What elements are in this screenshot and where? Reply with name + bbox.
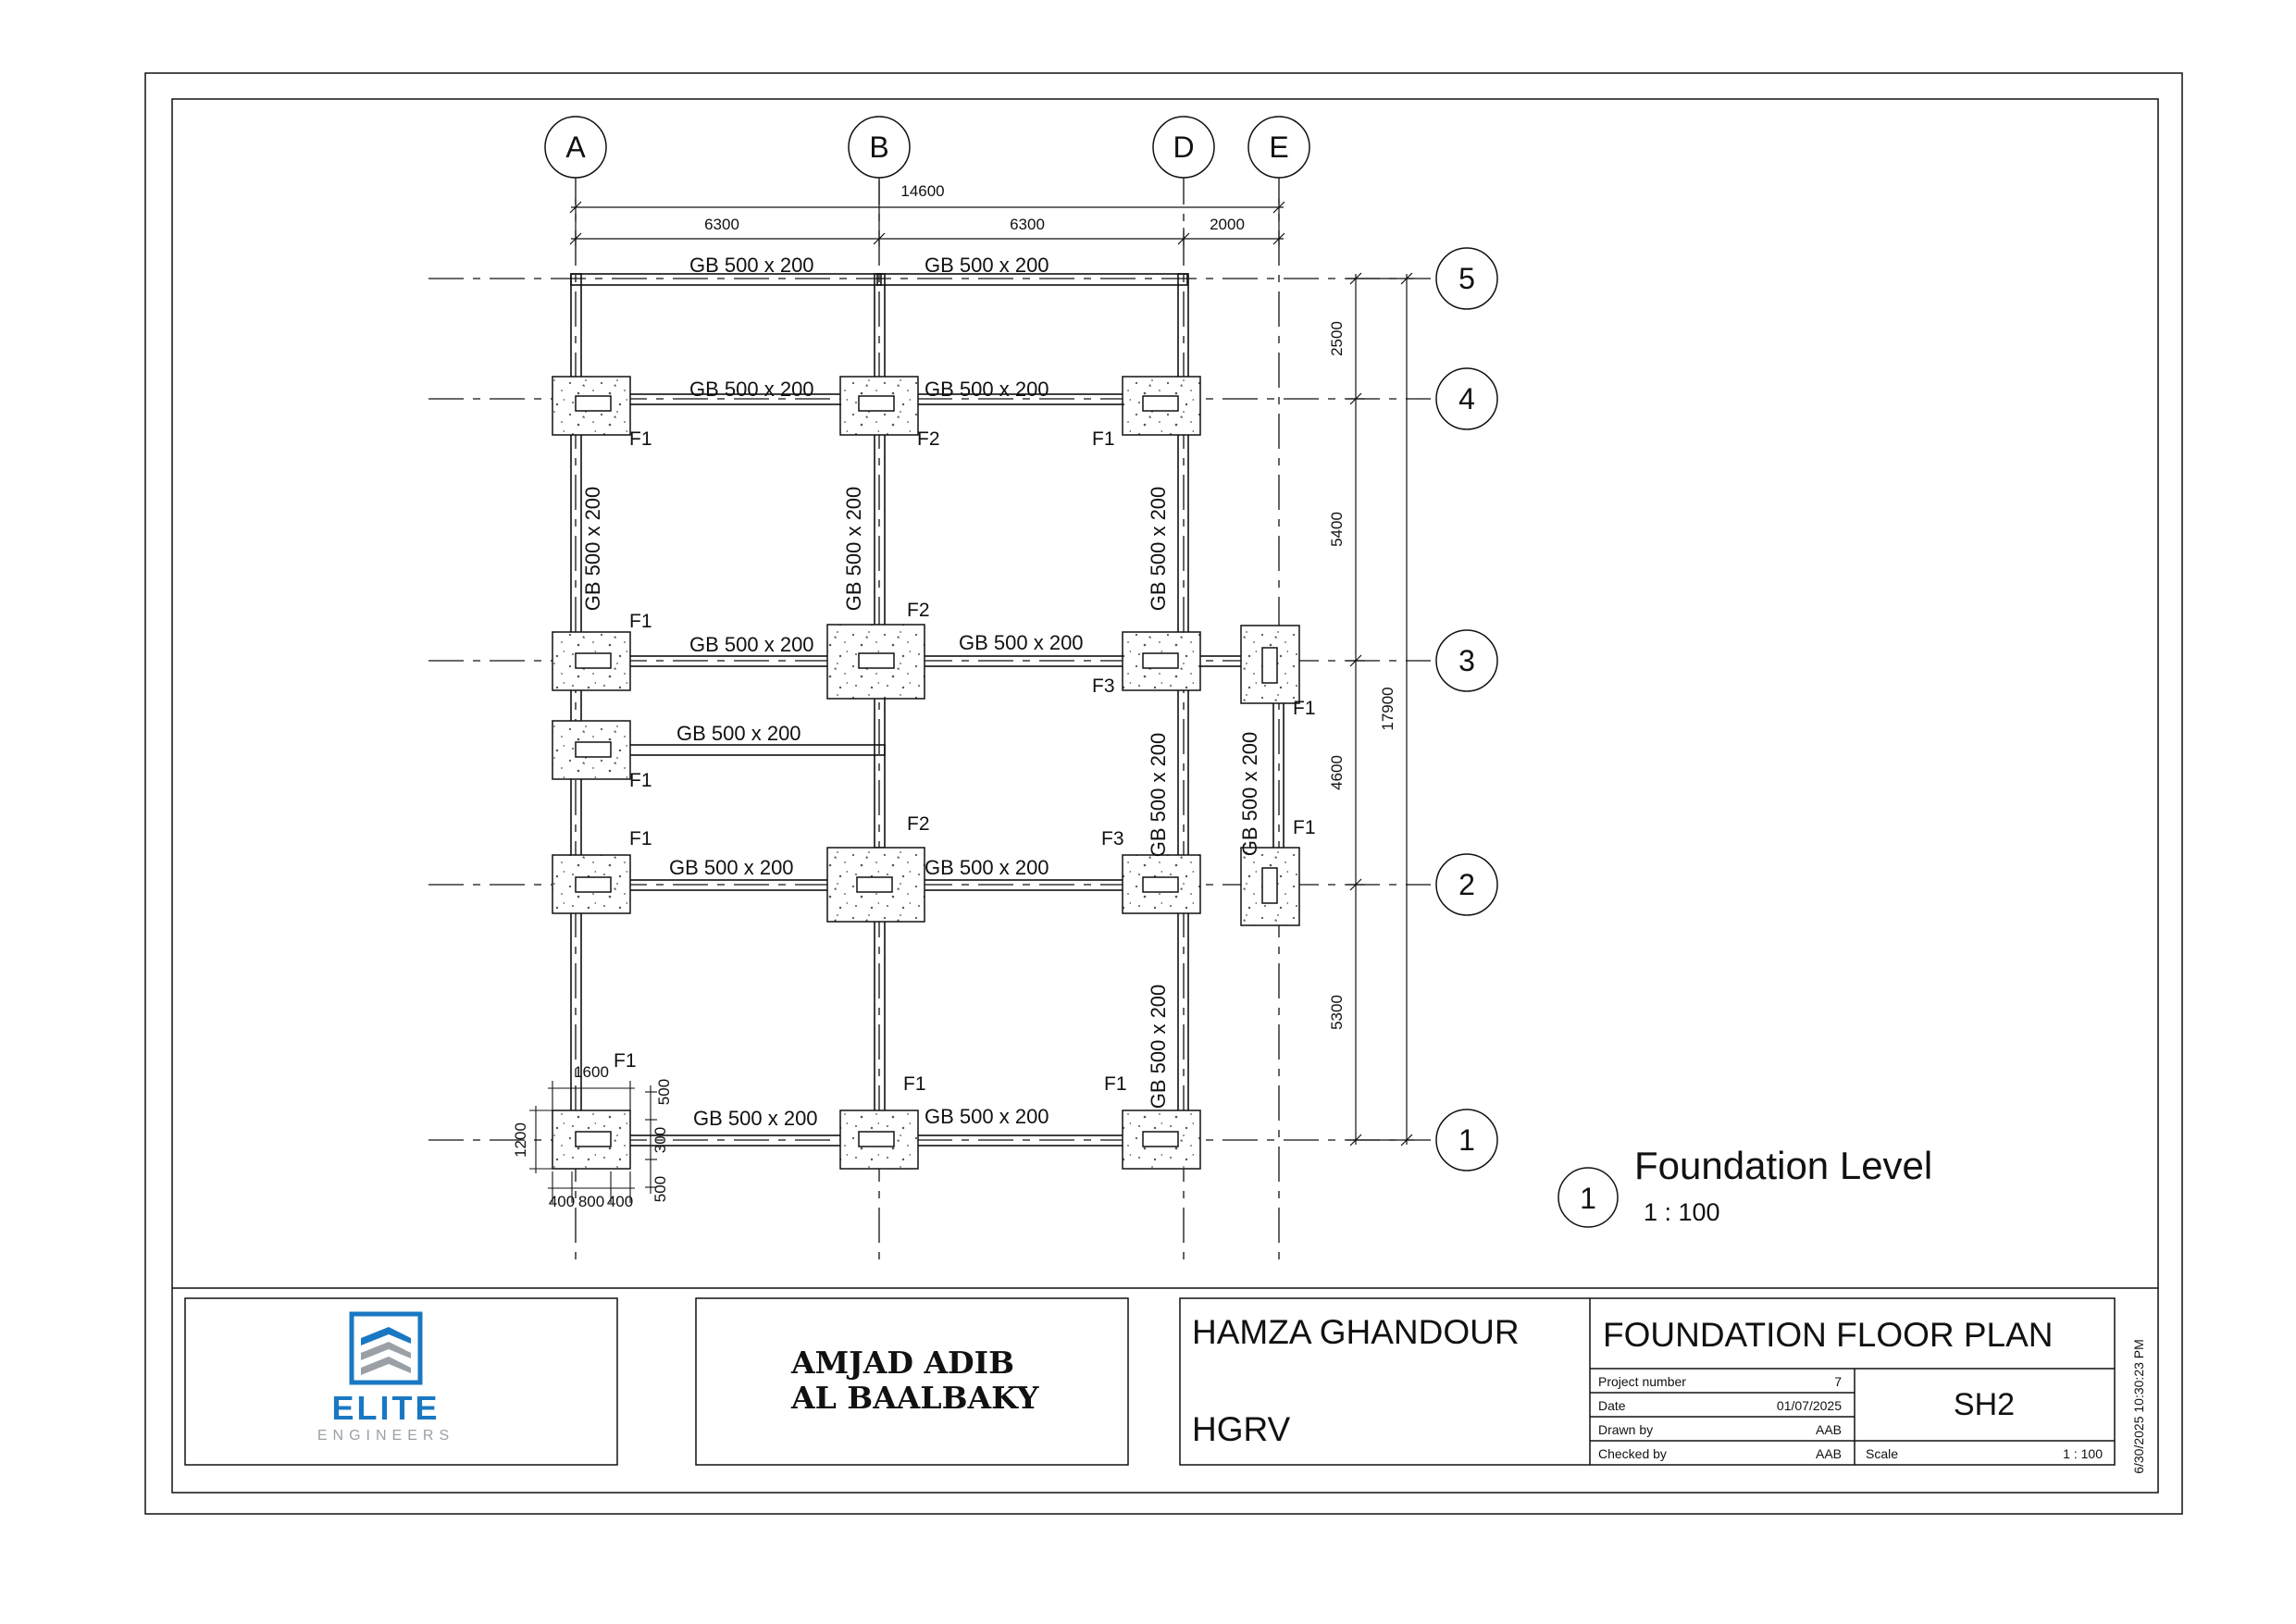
svg-text:A: A xyxy=(565,130,586,164)
footing-b2 xyxy=(827,848,925,922)
footing-d3 xyxy=(1123,632,1200,690)
footing-tag: F3 xyxy=(1092,676,1115,697)
footing-height-dim: 1200 xyxy=(512,1122,529,1158)
footing-part-x3: 400 xyxy=(606,1193,634,1210)
footing-tag: F1 xyxy=(629,428,652,450)
beam-label: GB 500 x 200 xyxy=(1147,732,1170,858)
grid-bubble-2 xyxy=(1436,854,1497,915)
signature-line-2: AL BAALBAKY xyxy=(791,1380,1039,1416)
project-number-label: Project number xyxy=(1598,1374,1686,1389)
beam-label: GB 500 x 200 xyxy=(689,378,814,401)
svg-text:1: 1 xyxy=(1458,1123,1475,1157)
beam-label: GB 500 x 200 xyxy=(689,633,814,656)
grid-bubble-e xyxy=(1248,117,1309,178)
logo-wordmark: ELITE xyxy=(331,1389,441,1427)
footing-tag: F1 xyxy=(629,828,652,849)
footing-tag: F3 xyxy=(1101,828,1124,849)
scale-value: 1 : 100 xyxy=(2063,1446,2103,1461)
footing-width-dim: 1600 xyxy=(574,1063,609,1081)
scale-label: Scale xyxy=(1866,1446,1899,1461)
footing-tag: F1 xyxy=(1293,698,1316,719)
beam-label: GB 500 x 200 xyxy=(959,631,1084,654)
dim-2-1: 5300 xyxy=(1328,995,1346,1030)
footing-a3 xyxy=(552,632,630,690)
beam-label: GB 500 x 200 xyxy=(669,856,794,879)
dim-d-e: 2000 xyxy=(1210,216,1245,233)
grid-bubble-5 xyxy=(1436,248,1497,309)
footing-tag: F1 xyxy=(903,1073,926,1095)
footing-a1 xyxy=(552,1110,630,1169)
grid-bubble-a xyxy=(545,117,606,178)
footing-d4 xyxy=(1123,377,1200,435)
checked-by-label: Checked by xyxy=(1598,1446,1667,1461)
grid-column-bubbles xyxy=(545,117,1309,178)
view-number: 1 xyxy=(1580,1182,1596,1215)
beam-label: GB 500 x 200 xyxy=(925,378,1049,401)
footing-tag: F2 xyxy=(907,600,930,621)
beam-label: GB 500 x 200 xyxy=(1147,486,1170,612)
date-value: 01/07/2025 xyxy=(1776,1398,1842,1413)
footing-a4 xyxy=(552,377,630,435)
grid-bubble-d xyxy=(1153,117,1214,178)
footing-part-x2: 800 xyxy=(577,1193,605,1210)
footing-tag: F1 xyxy=(1293,817,1316,838)
footing-tag: F2 xyxy=(907,813,930,835)
client-name: HAMZA GHANDOUR xyxy=(1192,1313,1520,1351)
svg-text:3: 3 xyxy=(1458,644,1475,677)
footings xyxy=(552,377,1299,1169)
checked-by-value: AAB xyxy=(1815,1446,1842,1461)
beam-label: GB 500 x 200 xyxy=(693,1107,818,1130)
footing-d1 xyxy=(1123,1110,1200,1169)
view-name: Foundation Level xyxy=(1634,1144,1933,1187)
svg-text:B: B xyxy=(869,130,889,164)
footing-a-intermediate xyxy=(552,721,630,779)
svg-text:D: D xyxy=(1173,130,1195,164)
beam-label: GB 500 x 200 xyxy=(925,856,1049,879)
footing-tag: F1 xyxy=(1092,428,1115,450)
logo-subtext: ENGINEERS xyxy=(316,1428,455,1444)
view-title xyxy=(1558,1144,1932,1227)
view-scale: 1 : 100 xyxy=(1644,1198,1720,1226)
dim-3-2: 4600 xyxy=(1328,755,1346,790)
dim-5-4: 2500 xyxy=(1328,321,1346,356)
project-code: HGRV xyxy=(1192,1410,1291,1448)
dim-overall-height: 17900 xyxy=(1379,687,1396,731)
project-number-value: 7 xyxy=(1834,1374,1842,1389)
signature-line-1: AMJAD ADIB xyxy=(791,1345,1015,1381)
footing-a2 xyxy=(552,855,630,913)
footing-d2 xyxy=(1123,855,1200,913)
footing-part-x1: 400 xyxy=(548,1193,576,1210)
beam-label: GB 500 x 200 xyxy=(689,254,814,277)
footing-tag: F1 xyxy=(1104,1073,1127,1095)
beam-label: GB 500 x 200 xyxy=(676,722,801,745)
svg-text:E: E xyxy=(1269,130,1289,164)
svg-text:2: 2 xyxy=(1458,868,1475,901)
footing-part-y2: 300 xyxy=(652,1126,669,1154)
print-timestamp: 6/30/2025 10:30:23 PM xyxy=(2131,1339,2146,1474)
dim-4-3: 5400 xyxy=(1328,512,1346,547)
drawn-by-value: AAB xyxy=(1815,1422,1842,1437)
footing-b4 xyxy=(840,377,918,435)
grid-bubble-b xyxy=(849,117,910,178)
company-logo xyxy=(317,1314,454,1444)
beam-label: GB 500 x 200 xyxy=(581,486,604,612)
footing-b3 xyxy=(827,625,925,699)
beam-label: GB 500 x 200 xyxy=(925,254,1049,277)
footing-part-y1: 500 xyxy=(655,1078,673,1106)
footing-tags xyxy=(614,428,1316,1095)
dim-b-d: 6300 xyxy=(1010,216,1045,233)
sheet-title: FOUNDATION FLOOR PLAN xyxy=(1603,1316,2054,1354)
footing-tag: F2 xyxy=(917,428,940,450)
svg-text:4: 4 xyxy=(1458,382,1475,415)
dim-overall-width: 14600 xyxy=(900,182,945,200)
grid-bubble-4 xyxy=(1436,368,1497,429)
dim-a-b: 6300 xyxy=(704,216,739,233)
footing-e2 xyxy=(1241,848,1299,925)
footing-b1 xyxy=(840,1110,918,1169)
grid-lines xyxy=(428,169,1431,1260)
footing-e3 xyxy=(1241,626,1299,703)
drawn-by-label: Drawn by xyxy=(1598,1422,1654,1437)
footing-tag: F1 xyxy=(614,1050,637,1072)
grid-row-bubbles xyxy=(1436,248,1497,1171)
svg-text:5: 5 xyxy=(1458,262,1475,295)
beam-label: GB 500 x 200 xyxy=(1147,984,1170,1110)
sheet-number: SH2 xyxy=(1953,1387,2016,1422)
footing-tag: F1 xyxy=(629,770,652,791)
grid-bubble-3 xyxy=(1436,630,1497,691)
footing-part-y3: 500 xyxy=(652,1175,669,1203)
grid-bubble-1 xyxy=(1436,1110,1497,1171)
date-label: Date xyxy=(1598,1398,1626,1413)
footing-tag: F1 xyxy=(629,611,652,632)
beam-label: GB 500 x 200 xyxy=(1238,731,1261,857)
beam-label: GB 500 x 200 xyxy=(842,486,865,612)
beam-label: GB 500 x 200 xyxy=(925,1105,1049,1128)
